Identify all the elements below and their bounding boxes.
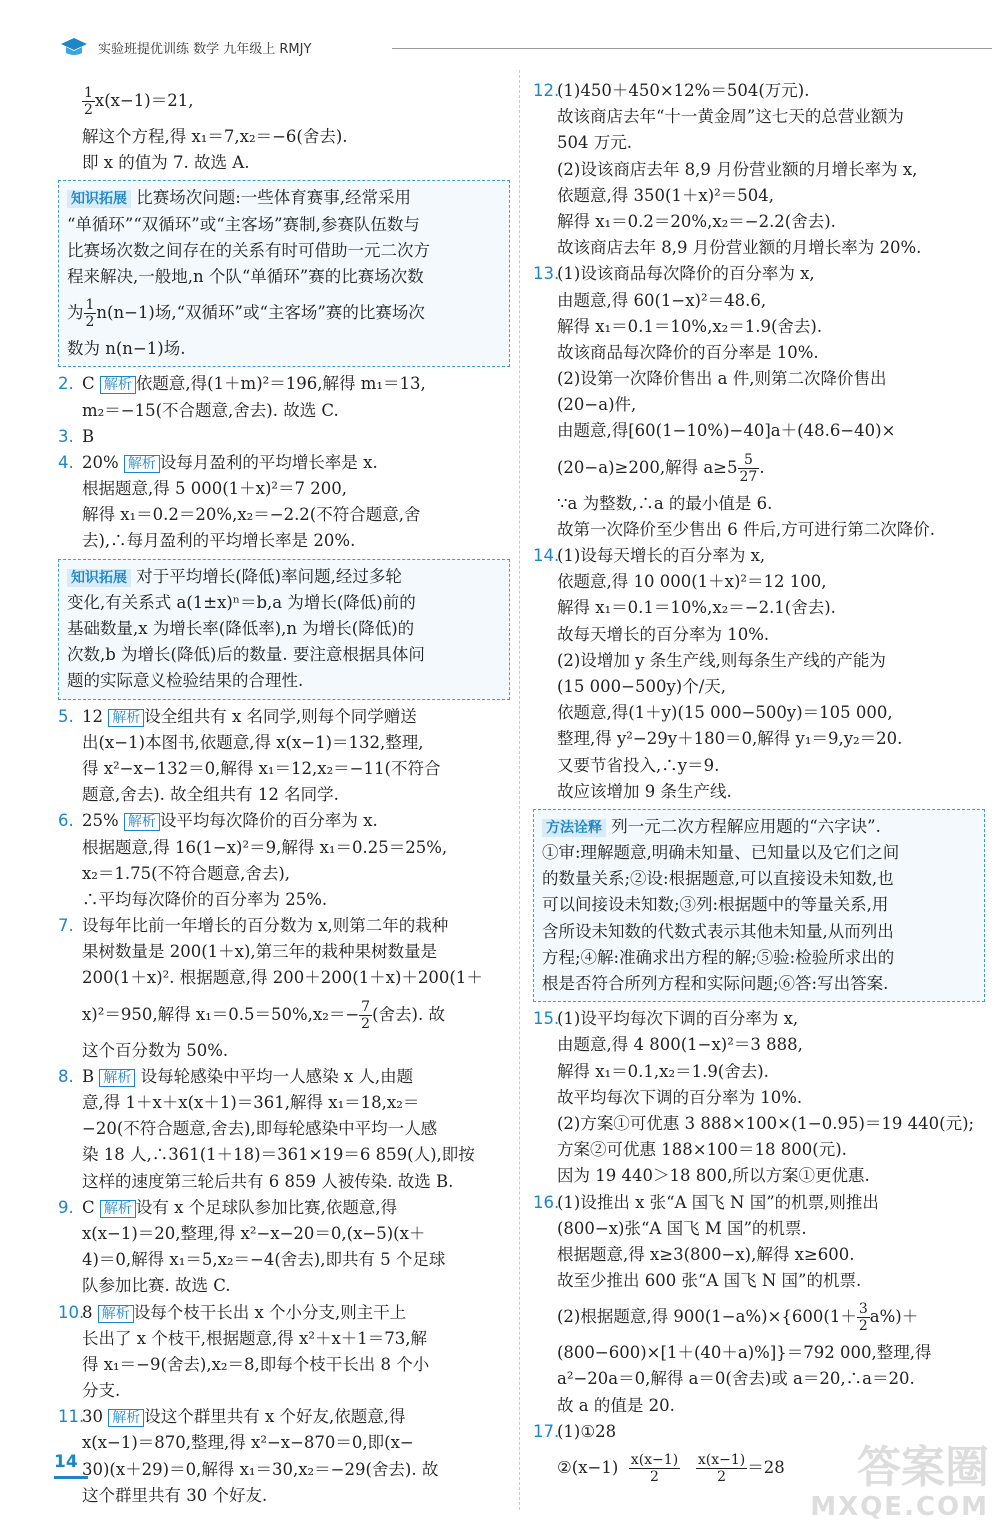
analysis-tag: 解析 xyxy=(100,376,136,394)
q1-line-2: 解这个方程,得 x₁＝7,x₂＝−6(舍去). xyxy=(82,127,348,146)
answer-6: 6. 25% 解析 设平均每次降价的百分率为 x. 根据题意,得 16(1−x)²＝9,解得 x₁＝0.25＝25%, x₂＝1.75(不符合题意,舍去), ∴平均每次降价的百分率为 25%. xyxy=(58,811,448,909)
analysis-tag: 解析 xyxy=(108,709,144,727)
analysis-tag: 解析 xyxy=(124,813,160,831)
answer-2: 2. C 解析 依题意,得(1＋m)²＝196,解得 m₁＝13, m₂＝−15(不合题意,舍去). 故选 C. xyxy=(58,374,426,420)
q1-line-1: $\frac{1}{2}$ x(x−1)＝21, xyxy=(84,85,194,118)
answer-13: 13. (1)设该商品每次降价的百分率为 x, 由题意,得 60(1−x)²＝48.6, 解得 x₁＝0.1＝10%,x₂＝1.9(舍去). 故该商品每次降价的百分率是 10%. (2)设第一次降价售出 a 件,则第二次降价售出 (20−a)件, 由题意,得[60(1−10%)−40]a＋(48.6−40)× (20−a)≥200,解得 a≥5 $\frac{5}{27}$ . ∵a 为整数,∴a 的最小值是 6. 故第一次降价至少售出 6 件后,方可进行第二次降价. xyxy=(533,264,935,539)
analysis-tag: 解析 xyxy=(124,455,160,473)
method-box: 方法诠释 列一元二次方程解应用题的“六字诀”. ①审:理解题意,明确未知量、已知量以及它们之间 的数量关系;②设:根据题意,可以直接设未知数,也 可以间接设未知数;③列:根据题中的等量关系,用 含所设未知数的代数式表示其他未知量,从而列出 方程;④解:准确求出方程的解;⑤验:检验所求出的 根是否符合所列方程和实际问题;⑥答:写出答案. xyxy=(533,809,985,1002)
answer-14: 14. (1)设每天增长的百分率为 x, 依题意,得 10 000(1＋x)²＝12 100, 解得 x₁＝0.1＝10%,x₂＝−2.1(舍去). 故每天增长的百分率为 10%. (2)设增加 y 条生产线,则每条生产线的产能为 (15 000−500y)个/天, 依题意,得(1＋y)(15 000−500y)＝105 000, 整理,得 y²−29y＋180＝0,解得 y₁＝9,y₂＝20. 又要节省投入,∴y＝9. 故应该增加 9 条生产线. xyxy=(533,546,903,801)
answer-16: 16. (1)设推出 x 张“A 国飞 N 国”的机票,则推出 (800−x)张“A 国飞 M 国”的机票. 根据题意,得 x≥3(800−x),解得 x≥600. 故至少推出 600 张“A 国飞 N 国”的机票. (2)根据题意,得 900(1−a%)×{600(1＋ $\frac{3}{2}$ a%)＋ (800−600)×[1＋(40＋a)%]}＝792 000,整理,得 a²−20a＝0,解得 a＝0(舍去)或 a＝20,∴a＝20. 故 a 的值是 20. xyxy=(533,1192,932,1415)
column-divider xyxy=(519,70,520,1510)
knowledge-box-1: 知识拓展 比赛场次问题:一些体育赛事,经常采用 “单循环”“双循环”或“主客场”赛制,参赛队伍数与 比赛场次数之间存在的关系有时可借助一元二次方 程来解决,一般地,n 个队“单循环”赛的比赛场次数 为 $\frac{1}{2}$ n(n−1)场,“双循环”或“主客场”赛的比赛场次 数为 n(n−1)场. xyxy=(58,180,510,367)
header-rule xyxy=(392,48,992,49)
answer-15: 15. (1)设平均每次下调的百分率为 x, 由题意,得 4 800(1−x)²＝3 888, 解得 x₁＝0.1,x₂＝1.9(舍去). 故平均每次下调的百分率为 10%. (2)方案①可优惠 3 888×100×(1−0.95)＝19 440(元); 方案②可优惠 188×100＝18 800(元). 因为 19 440＞18 800,所以方案①更优惠. xyxy=(533,1009,975,1186)
answer-17: 17. (1)①28 ②(x−1) $\frac{x(x-1)}{2}$ $\frac{x(x-1)}{2}$ ＝28 xyxy=(533,1421,785,1485)
header-title: 实验班提优训练 数学 九年级上 RMJY xyxy=(98,42,312,57)
knowledge-tag: 知识拓展 xyxy=(67,569,131,587)
answer-7: 7. 设每年比前一年增长的百分数为 x,则第二年的栽种 果树数量是 200(1＋x),第三年的栽种果树数量是 200(1＋x)². 根据题意,得 200＋200(1＋x)＋200(1＋ x)²＝950,解得 x₁＝0.5＝50%,x₂＝− $\frac{7}{2}$ (舍去). 故 这个百分数为 50%. xyxy=(58,916,483,1060)
method-tag: 方法诠释 xyxy=(542,819,606,837)
analysis-tag: 解析 xyxy=(100,1200,136,1218)
answer-5: 5. 12 解析 设全组共有 x 名同学,则每个同学赠送 出(x−1)本图书,依题意,得 x(x−1)＝132,整理, 得 x²−x−132＝0,解得 x₁＝12,x₂＝−11(不符合 题意,舍去). 故全组共有 12 名同学. xyxy=(58,706,441,805)
left-column xyxy=(58,78,510,1509)
analysis-tag: 解析 xyxy=(98,1305,134,1323)
watermark: 答案圈 MXQE.COM xyxy=(810,1442,989,1522)
answer-3: 3. B xyxy=(58,426,95,446)
fraction-seven-halves: $\frac{7}{2}$ xyxy=(361,998,371,1032)
analysis-tag: 解析 xyxy=(99,1069,135,1087)
fraction-one-half: $\frac{1}{2}$ xyxy=(85,297,95,331)
fraction-x-x-minus-1-over-2: $\frac{x(x-1)}{2}$ xyxy=(630,1452,679,1485)
page-number-bar xyxy=(54,1476,88,1479)
answer-12: 12. (1)450＋450×12%＝504(万元). 故该商店去年“十一黄金周”这七天的总营业额为 504 万元. (2)设该商店去年 8,9 月份营业额的月增长率为 x, 依题意,得 350(1＋x)²＝504, 解得 x₁＝0.2＝20%,x₂＝−2.2(舍去). 故该商店去年 8,9 月份营业额的月增长率为 20%. xyxy=(533,81,922,258)
answer-11: 11. 30 解析 设这个群里共有 x 个好友,依题意,得 x(x−1)＝870,整理,得 x²−x−870＝0,即(x− 30)(x＋29)＝0,解得 x₁＝30,x₂＝−29(舍去). 故 这个群里共有 30 个好友. xyxy=(58,1407,439,1505)
graduation-cap-icon xyxy=(60,36,88,58)
answer-8: 8. B 解析 设每轮感染中平均一人感染 x 人,由题 意,得 1＋x＋x(x＋1)＝361,解得 x₁＝18,x₂＝ −20(不符合题意,舍去),即每轮感染中平均一人感 染 18 人,∴361(1＋18)＝361×19＝6 859(人),即按 这样的速度第三轮后共有 6 859 人被传染. 故选 B. xyxy=(58,1066,475,1191)
answer-10: 10. 8 解析 设每个枝干长出 x 个小分支,则主干上 长出了 x 个枝干,根据题意,得 x²＋x＋1＝73,解 得 x₁＝−9(舍去),x₂＝8,即每个枝干长出 8 个小 分支. xyxy=(58,1302,430,1401)
fraction-x-x-minus-1-over-2: $\frac{x(x-1)}{2}$ xyxy=(697,1452,746,1485)
analysis-tag: 解析 xyxy=(108,1409,144,1427)
fraction-three-halves: $\frac{3}{2}$ xyxy=(858,1301,868,1335)
fraction-one-half: $\frac{1}{2}$ xyxy=(84,85,93,118)
fraction-five-27ths: $\frac{5}{27}$ xyxy=(739,451,758,485)
knowledge-box-2: 知识拓展 对于平均增长(降低)率问题,经过多轮 变化,有关系式 a(1±x)ⁿ＝b,a 为增长(降低)前的 基础数量,x 为增长率(降低率),n 为增长(降低)的 次数,b 为增长(降低)后的数量. 要注意根据具体问 题的实际意义检验结果的合理性. xyxy=(58,559,510,700)
right-column xyxy=(533,78,985,1491)
knowledge-tag: 知识拓展 xyxy=(67,190,131,208)
answer-9: 9. C 解析 设有 x 个足球队参加比赛,依题意,得 x(x−1)＝20,整理,得 x²−x−20＝0,(x−5)(x＋ 4)＝0,解得 x₁＝5,x₂＝−4(舍去),即共有 5 个足球 队参加比赛. 故选 C. xyxy=(58,1197,446,1296)
page-number: 14 xyxy=(54,1452,78,1472)
page-header xyxy=(60,36,1000,60)
answer-4: 4. 20% 解析 设每月盈利的平均增长率是 x. 根据题意,得 5 000(1＋x)²＝7 200, 解得 x₁＝0.2＝20%,x₂＝−2.2(不符合题意,舍 去),∴每月盈利的平均增长率是 20%. xyxy=(58,452,421,551)
q1-line-3: 即 x 的值为 7. 故选 A. xyxy=(82,153,250,173)
